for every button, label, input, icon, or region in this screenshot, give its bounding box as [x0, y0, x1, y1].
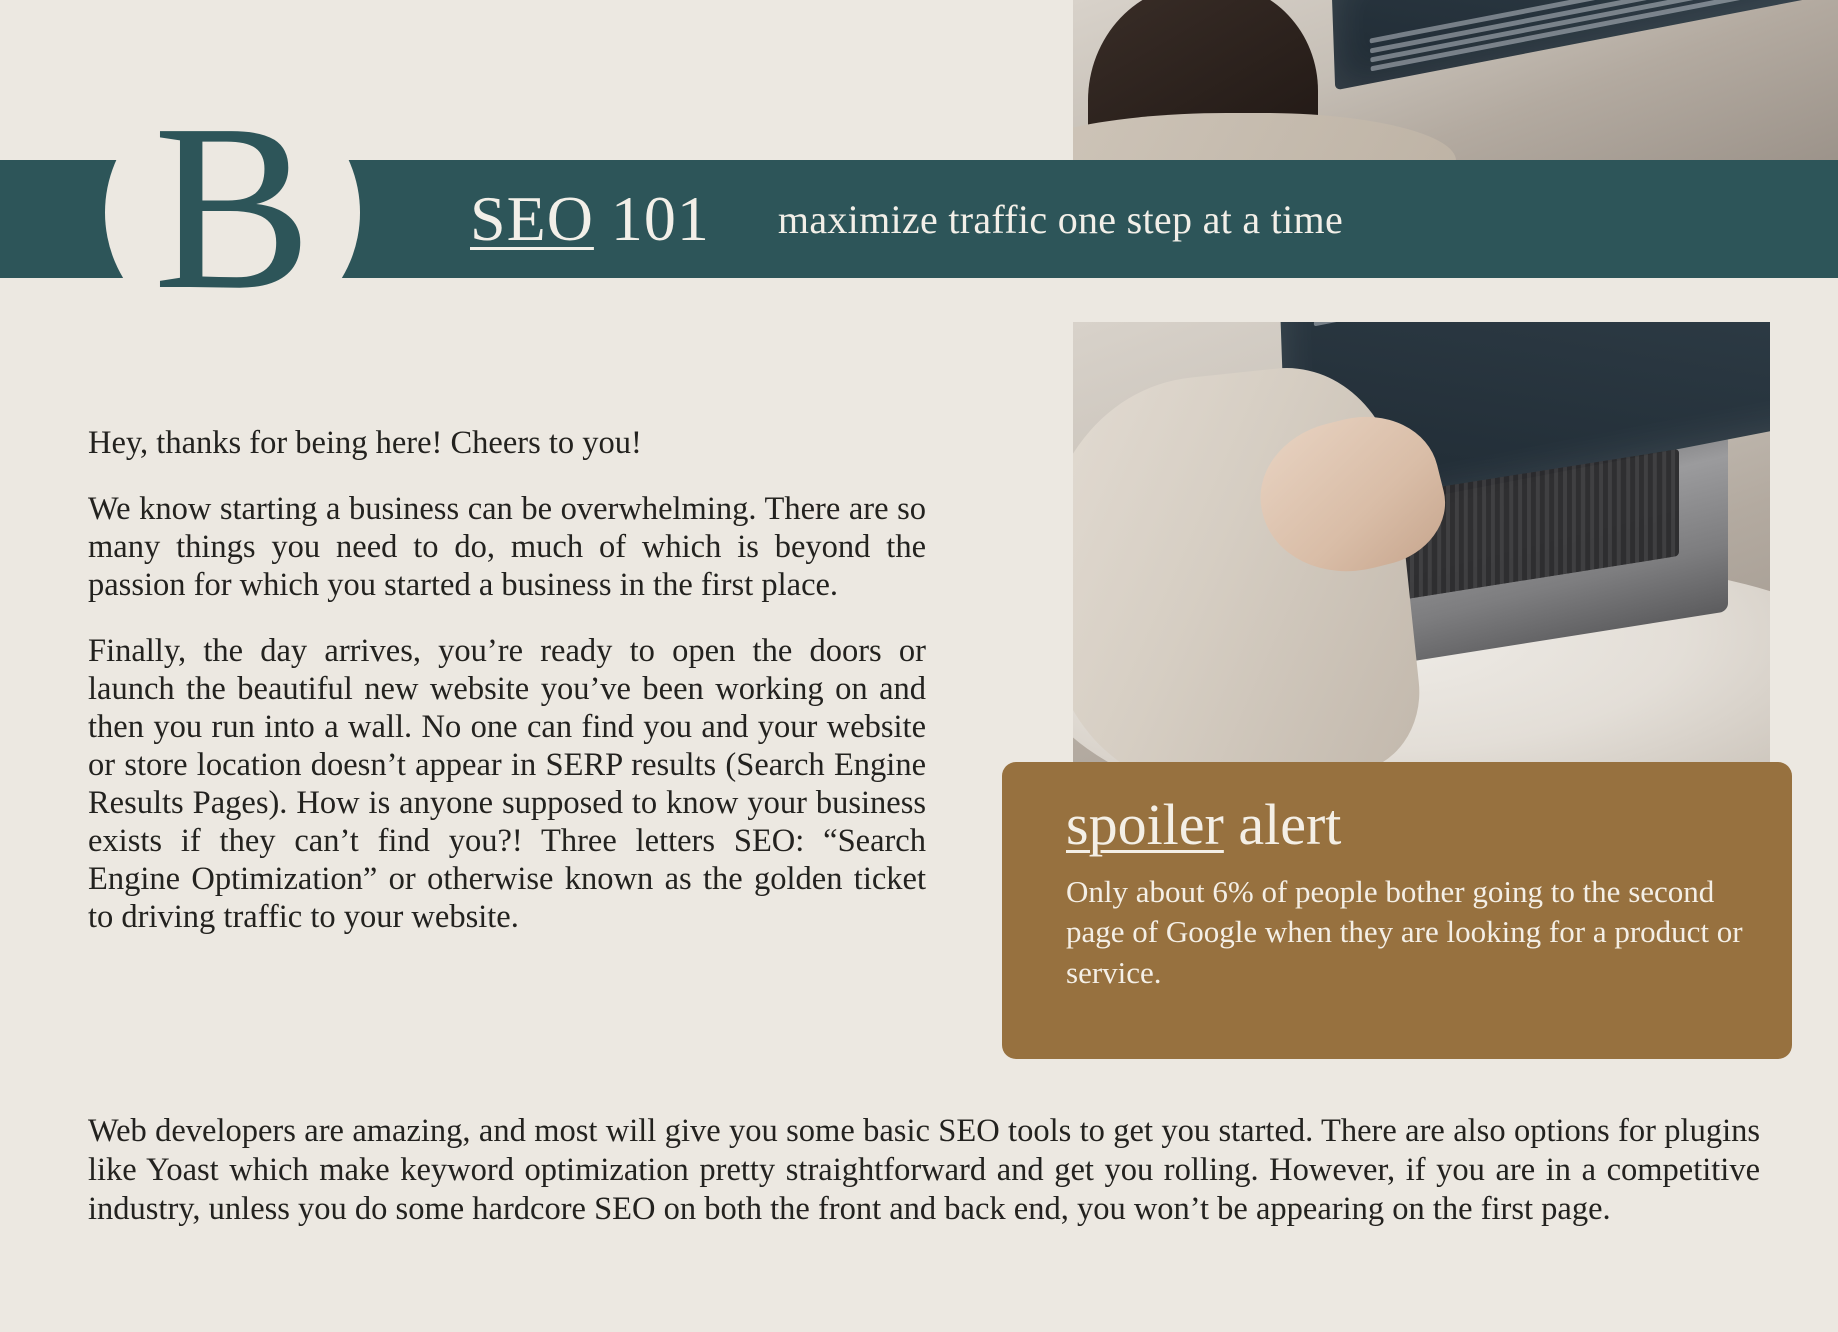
- spoiler-heading: [1066, 792, 1746, 857]
- spoiler-heading-rest: alert: [1223, 792, 1342, 857]
- body-paragraph-2: Finally, the day arrives, you’re ready to open the doors or launch the beautiful new website you’ve been working on and then you run into a wall. No one can find you and your website or store location doesn’t appear in SERP results (Search Engine Results Pages). How is anyone supposed to know your business exists if they can’t find you?! Three letters SEO: “Search Engine Optimization” or otherwise known as the golden ticket to driving traffic to your website.: [88, 633, 926, 936]
- body-paragraph-1: We know starting a business can be overwhelming. There are so many things you need to do, much of which is beyond the passion for which you started a business in the first place.: [88, 491, 926, 604]
- page-title-keyword: SEO: [470, 183, 594, 254]
- monogram-letter: B: [153, 75, 312, 339]
- page-subtitle: maximize traffic one step at a time: [777, 196, 1343, 242]
- body-paragraph-3: Web developers are amazing, and most will give you some basic SEO tools to get you started. There are also options for plugins like Yoast which make keyword optimization pretty straightforward and get you rolling. However, if you are in a competitive industry, unless you do some hardcore SEO on both the front and back end, you won’t be appearing on the first page.: [88, 1113, 1760, 1227]
- spoiler-heading-keyword: spoiler: [1066, 792, 1224, 857]
- photo-illustration-top: [1073, 0, 1838, 162]
- header-photo: [1073, 0, 1838, 162]
- page-title: [470, 183, 710, 254]
- greeting-paragraph: Hey, thanks for being here! Cheers to you!: [88, 425, 642, 461]
- article-body: [88, 424, 926, 936]
- spoiler-alert-card: [1002, 762, 1792, 1059]
- monogram-badge: [105, 75, 360, 340]
- spoiler-text: Only about 6% of people bother going to the second page of Google when they are looking for a product or service.: [1066, 874, 1743, 990]
- page-title-rest: 101: [593, 183, 710, 254]
- photo-illustration-main: [1073, 322, 1770, 767]
- article-footer-body: [88, 1112, 1760, 1229]
- main-photo: [1073, 322, 1770, 767]
